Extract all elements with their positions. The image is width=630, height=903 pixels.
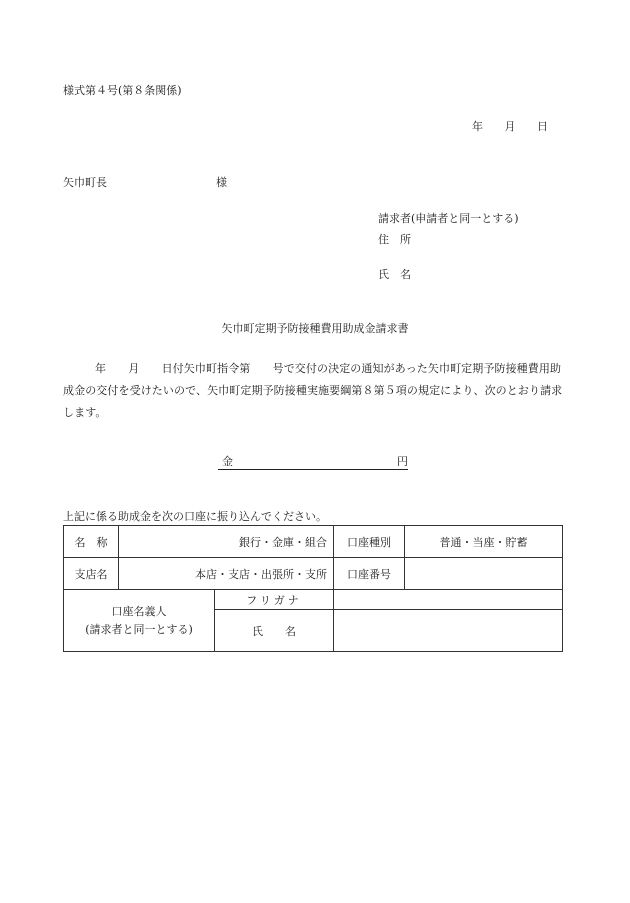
- account-type-label: 口座種別: [334, 526, 405, 558]
- branch-label: 支店名: [64, 558, 119, 590]
- bank-account-table: [63, 525, 563, 652]
- account-holder-note: (請求者と同一とする): [85, 622, 193, 636]
- table-row: [64, 590, 563, 610]
- bank-intro: 上記に係る助成金を次の口座に振り込んでください。: [63, 510, 327, 523]
- amount-unit: 円: [397, 455, 408, 468]
- holder-name-label: 氏 名: [215, 610, 334, 652]
- amount-prefix: 金: [222, 455, 233, 468]
- table-row: [64, 558, 563, 590]
- account-type-options: 普通・当座・貯蓄: [405, 526, 563, 558]
- amount-line: [218, 453, 408, 470]
- addressee-honorific: 様: [216, 176, 227, 189]
- document-title: 矢巾町定期予防接種費用助成金請求書: [221, 322, 409, 335]
- requester-heading: 請求者(申請者と同一とする): [378, 212, 519, 225]
- body-text: 年 月 日付矢巾町指令第 号で交付の決定の通知があった矢巾町定期予防接種費用助成金の交付を受けたいので、矢巾町定期予防接種実施要綱第８第５項の規定により、次のとおり請求します。: [63, 362, 563, 419]
- bank-name-label: 名 称: [64, 526, 119, 558]
- holder-name-field[interactable]: [334, 610, 563, 652]
- furigana-field[interactable]: [334, 590, 563, 610]
- requester-name-label: 氏 名: [378, 268, 411, 281]
- requester-address-label: 住 所: [378, 233, 411, 246]
- bank-type-options: 銀行・金庫・組合: [119, 526, 334, 558]
- form-number: 様式第４号(第８条関係): [63, 84, 182, 97]
- account-holder-cell: [64, 590, 215, 652]
- furigana-label: フリガナ: [215, 590, 334, 610]
- date-line: 年 月 日: [472, 120, 548, 133]
- branch-type-options: 本店・支店・出張所・支所: [119, 558, 334, 590]
- account-number-field[interactable]: [405, 558, 563, 590]
- account-holder-label: 口座名義人: [111, 604, 167, 618]
- account-number-label: 口座番号: [334, 558, 405, 590]
- addressee: 矢巾町長: [63, 176, 107, 189]
- table-row: [64, 526, 563, 558]
